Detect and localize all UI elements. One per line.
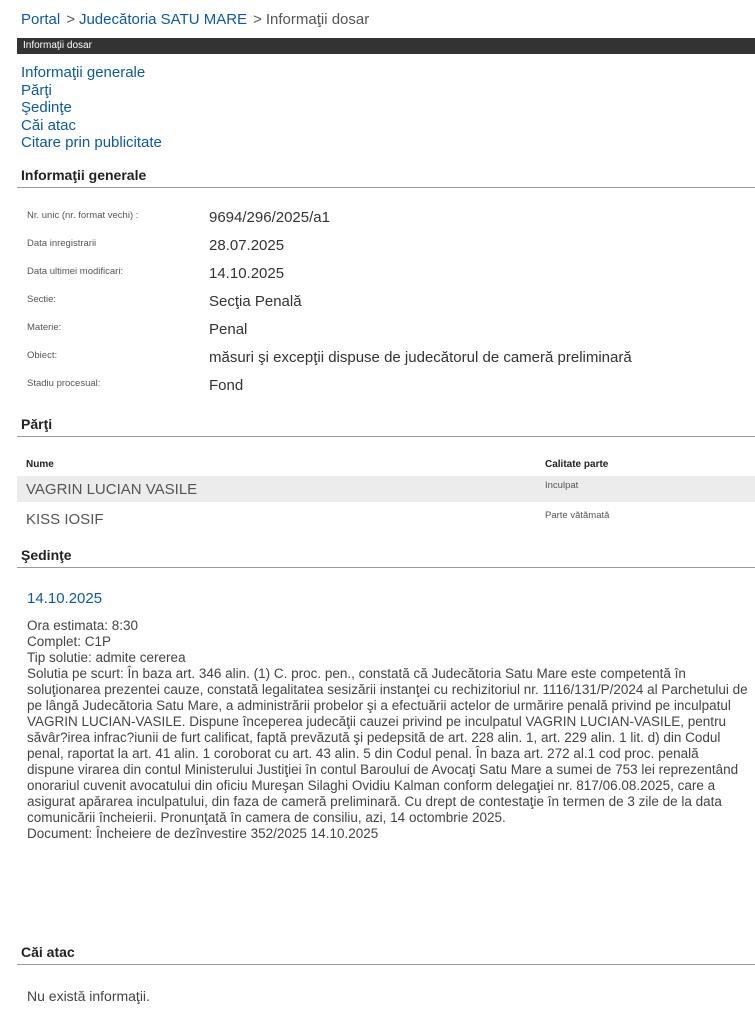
section-divider	[17, 187, 755, 188]
info-label-matter: Materie:	[27, 322, 62, 333]
info-value-last-modified: 14.10.2025	[209, 265, 285, 282]
party-name: VAGRIN LUCIAN VASILE	[26, 481, 198, 498]
section-divider	[17, 567, 755, 568]
session-solution-summary: Solutia pe scurt: În baza art. 346 alin. (1) C. proc. pen., constată că Judecătoria Satu Mare este competentă în soluţionarea prezentei cauze, constată legalitatea sesizării instanţei cu rechizitoriul nr. 1116/131/P/2024 al Parchetului de pe lângă Judecătoria Satu Mare, a administrării probelor şi a efectuării actelor de urmărire penală privind pe inculpatul VAGRIN LUCIAN-VASILE. Dispune începerea judecăţii cauzei privind pe inculpatul VAGRIN LUCIAN-VASILE, pentru săvâr?irea infrac?iunii de furt calificat, faptă prevăzută şi pedepsită de art. 228 alin. 1, art. 229 alin. 1 lit. d) din Codul penal, raportat la art. 41 alin. 1 coroborat cu art. 43 alin. 5 din Codul penal. În baza art. 272 al.1 cod proc. penală dispune virarea din contul Ministerului Justiţiei în contul Baroului de Avocaţi Satu Mare a sumei de 753 lei reprezentând onorariul cuvenit avocatului din oficiu Mureşan Silaghi Ovidiu Kalman conform delegaţiei nr. 817/06.08.2025, care a asigurat apărarea inculpatului, din faza de cameră preliminară. Cu drept de contestaţie în termen de 3 zile de la data comunicării încheierii. Pronunţată în camera de consiliu, azi, 14 octombrie 2025.	[27, 666, 748, 825]
session-details	[27, 618, 749, 842]
info-label-section: Sectie:	[27, 294, 57, 305]
section-nav	[21, 64, 162, 152]
section-divider	[17, 436, 755, 437]
session-date-link[interactable]: 14.10.2025	[27, 590, 103, 607]
nav-link-general[interactable]: Informaţii generale	[21, 64, 146, 81]
info-value-stage: Fond	[209, 377, 244, 394]
appeals-empty-message: Nu există informaţii.	[27, 988, 150, 1004]
info-value-registration-date: 28.07.2025	[209, 237, 285, 254]
nav-link-appeals[interactable]: Căi atac	[21, 116, 77, 134]
breadcrumb-current: Informaţii dosar	[265, 11, 370, 28]
page-banner	[17, 38, 755, 54]
session-time: Ora estimata: 8:30	[27, 618, 139, 633]
parties-header-role: Calitate parte	[545, 459, 609, 470]
general-section-title: Informaţii generale	[21, 167, 147, 183]
party-role: Inculpat	[545, 480, 579, 491]
info-label-object: Obiect:	[27, 350, 58, 361]
breadcrumb-court-link[interactable]: Judecătoria SATU MARE	[78, 11, 248, 28]
session-document: Document: Încheiere de dezînvestire 352/2025 14.10.2025	[27, 826, 379, 841]
info-value-object: măsuri şi excepţii dispuse de judecătorul de cameră preliminară	[209, 349, 632, 366]
nav-link-public-summons[interactable]: Citare prin publicitate	[21, 134, 162, 151]
info-value-case-number: 9694/296/2025/a1	[209, 209, 330, 226]
breadcrumb	[21, 11, 369, 28]
appeals-section-title: Căi atac	[21, 944, 75, 960]
page-banner-title: Informaţii dosar	[23, 40, 92, 51]
party-name: KISS IOSIF	[26, 511, 104, 528]
parties-header-name: Nume	[26, 459, 54, 470]
session-panel: Complet: C1P	[27, 634, 112, 649]
info-label-stage: Stadiu procesual:	[27, 378, 101, 389]
info-label-registration-date: Data inregistrarii	[27, 238, 97, 249]
breadcrumb-separator: >	[66, 11, 75, 28]
info-value-section: Secţia Penală	[209, 293, 302, 310]
table-row	[17, 476, 755, 502]
info-label-case-number: Nr. unic (nr. format vechi) :	[27, 210, 139, 221]
info-label-last-modified: Data ultimei modificari:	[27, 266, 124, 277]
breadcrumb-portal-link[interactable]: Portal	[21, 11, 61, 28]
table-row	[17, 506, 755, 532]
session-solution-type: Tip solutie: admite cererea	[27, 650, 186, 665]
party-role: Parte vătămată	[545, 510, 610, 521]
parties-section-title: Părţi	[21, 416, 53, 432]
info-value-matter: Penal	[209, 321, 248, 338]
breadcrumb-separator: >	[253, 11, 262, 28]
sessions-section-title: Şedinţe	[21, 547, 72, 563]
section-divider	[17, 964, 755, 965]
nav-link-sessions[interactable]: Şedinţe	[21, 99, 72, 116]
nav-link-parties[interactable]: Părţi	[21, 81, 52, 99]
